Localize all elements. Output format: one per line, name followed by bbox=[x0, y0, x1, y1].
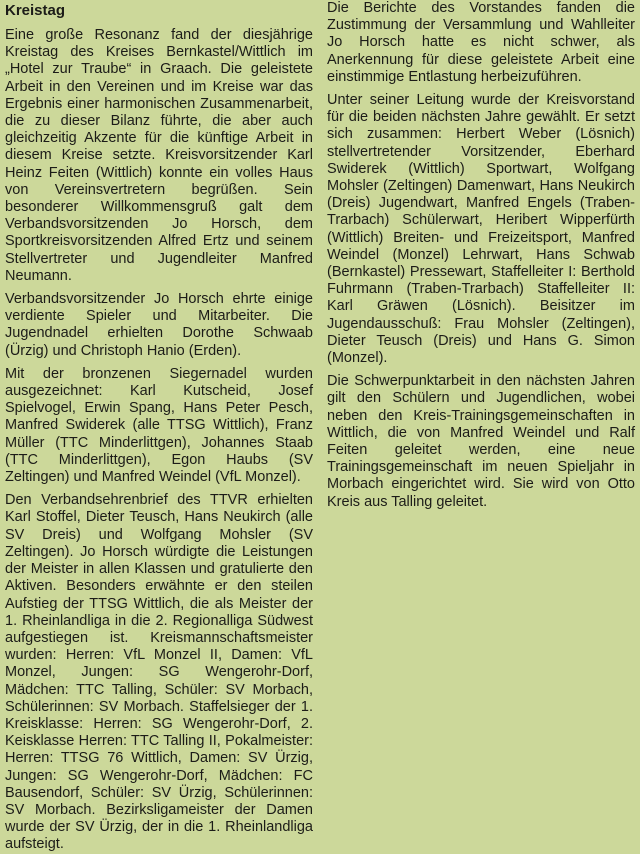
article-paragraph: Die Schwerpunktarbeit in den nächsten Jahren gilt den Schülern und Jugendlichen, wobei neben den Kreis-Trainingsgemeinschaften in Wittlich, die von Manfred Weindel und Ralf Feiten geleitet werden, eine neue Trainingsgemeinschaft im neuen Spieljahr in Morbach eingerichtet wird. Sie wird von Otto Kreis aus Talling geleitet. bbox=[327, 373, 635, 510]
article-paragraph: Eine große Resonanz fand der diesjährige Kreistag des Kreises Bernkastel/Wittlich im „Hotel zur Traube“ in Graach. Die geleistete Arbeit in den Vereinen und im Kreise war das Ergebnis einer harmonischen Zusammenarbeit, die zu dieser Bilanz führte, die aber auch gleichzeitig Akzente für die künftige Arbeit in diesem Kreise setzte. Kreisvorsitzender Karl Heinz Feiten (Wittlich) konnte ein volles Haus von Vereinsvertretern begrüßen. Sein besonderer Willkommensgruß galt dem Verbandsvorsitzenden Jo Horsch, dem Sportkreisvorsitzenden Alfred Ertz und seinem Stellvertreter und Jugendleiter Manfred Neumann. bbox=[5, 27, 313, 284]
article-paragraph: Den Verbandsehrenbrief des TTVR erhielten Karl Stoffel, Dieter Teusch, Hans Neukirch (alle SV Dreis) und Wolfgang Mohsler (SV Zeltingen). Jo Horsch würdigte die Leistungen der Meister in allen Klassen und gratulierte den Aktiven. Besonders erwähnte er den steilen Aufstieg der TTSG Wittlich, die als Meister der 1. Rheinlandliga in die 2. Regionalliga Südwest aufgestiegen ist. Kreismannschaftsmeister wurden: Herren: VfL Monzel II, Damen: VfL Monzel, Jungen: SG Wengerohr-Dorf, Mädchen: TTC Talling, Schüler: SV Morbach, Schülerinnen: SV Morbach. Staffelsieger der 1. Kreisklasse: Herren: SG Wengerohr-Dorf, 2. Keisklasse Herren: TTC Talling II, Pokalmeister: Herren: TTSG 76 Wittlich, Damen: SV Ürzig, Jungen: SG Wengerohr-Dorf, Mädchen: FC Bausendorf, Schüler: SV Ürzig, Schülerinnen: SV Morbach. Bezirksligameister der Damen wurde der SV Ürzig, der in die 1. Rheinlandliga aufsteigt. bbox=[5, 492, 313, 853]
article-paragraph: Die Berichte des Vorstandes fanden die Zustimmung der Versammlung und Wahlleiter Jo Horsch hatte es nicht schwer, als Anerkennung für diese geleistete Arbeit eine einstimmige Entlastung herbeizuführen. bbox=[327, 0, 635, 85]
article-paragraph: Unter seiner Leitung wurde der Kreisvorstand für die beiden nächsten Jahre gewählt. Er setzt sich zusammen: Herbert Weber (Lösnich) stellvertretender Vorsitzender, Eberhard Swiderek (Wittlich) Sportwart, Wolfgang Mohsler (Zeltingen) Damenwart, Hans Neukirch (Dreis) Jugendwart, Manfred Engels (Traben-Trarbach) Schülerwart, Heribert Wipperfürth (Wittlich) Breiten- und Freizeitsport, Manfred Weindel (Monzel) Lehrwart, Hans Schwab (Bernkastel) Pressewart, Staffelleiter I: Berthold Fuhrmann (Traben-Trarbach) Staffelleiter II: Karl Gräwen (Lösnich). Beisitzer im Jugendausschuß: Frau Mohsler (Zeltingen), Dieter Teusch (Dreis) und Hans G. Simon (Monzel). bbox=[327, 92, 635, 367]
article-paragraph: Verbandsvorsitzender Jo Horsch ehrte einige verdiente Spieler und Mitarbeiter. Die Jugendnadel erhielten Dorothe Schwaab (Ürzig) und Christoph Hanio (Erden). bbox=[5, 291, 313, 359]
article-paragraph: Mit der bronzenen Siegernadel wurden ausgezeichnet: Karl Kutscheid, Josef Spielvogel, Erwin Spang, Hans Peter Pesch, Manfred Swiderek (alle TTSG Wittlich), Franz Müller (TTC Minderlittgen), Johannes Staab (TTC Minderlittgen), Egon Haubs (SV Zeltingen) und Manfred Weindel (VfL Monzel). bbox=[5, 365, 313, 486]
article-title: Kreistag bbox=[5, 2, 66, 19]
article-column-right bbox=[327, 0, 635, 608]
article-column-left bbox=[5, 0, 313, 853]
